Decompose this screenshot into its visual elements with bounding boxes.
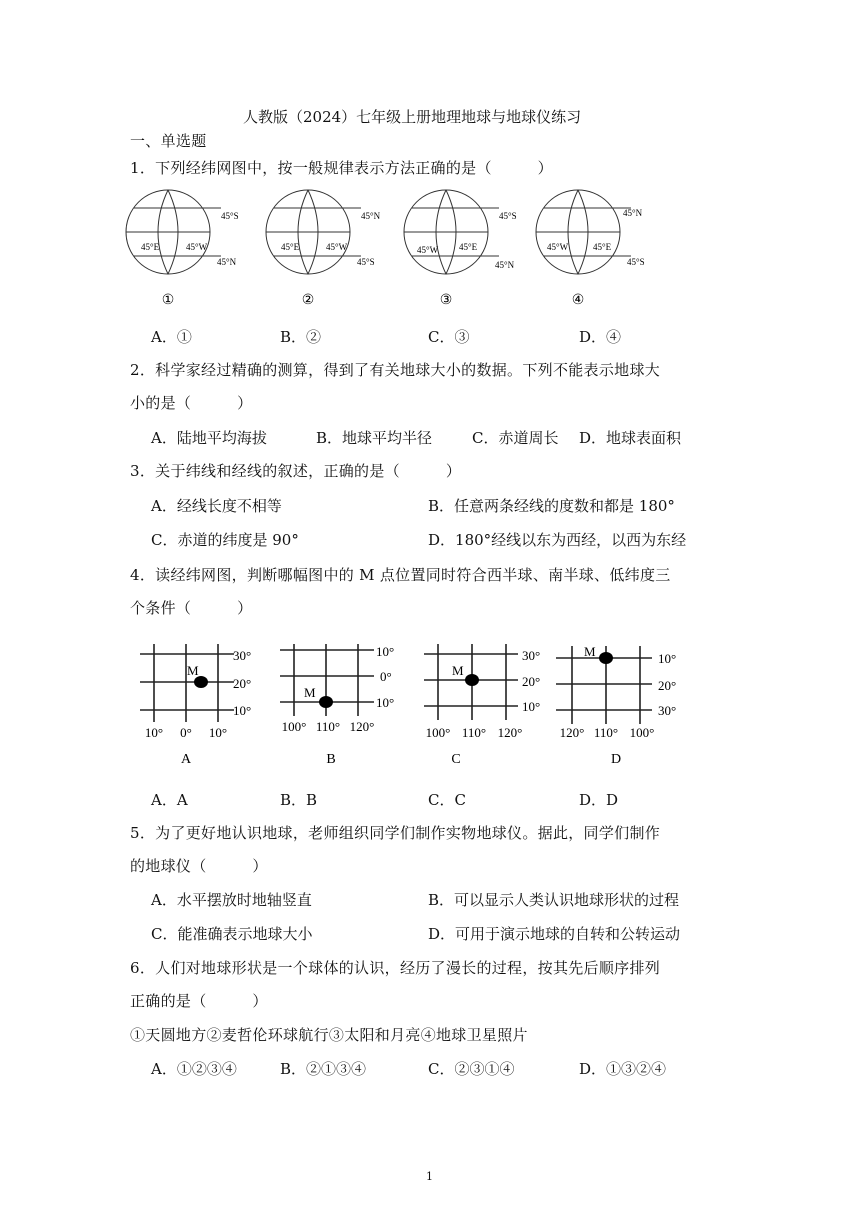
q6-option-b[interactable]: B．②①③④ [280,1060,367,1078]
globe1-left-label: 45°E [141,242,160,252]
latlon-grid-b [280,644,410,772]
grid-b-lon-2: 110° [315,719,341,734]
grid-b-lat-3: 10° [376,695,395,710]
globe1-top-label: 45°S [221,211,239,221]
q5-option-c[interactable]: C．能准确表示地球大小 [151,925,313,943]
q4-option-b[interactable]: B．B [280,791,318,809]
point-m-label-a: M [187,663,199,678]
q2-option-d[interactable]: D．地球表面积 [579,429,682,447]
grid-c-label: C [451,752,461,767]
latlon-grid-c [424,644,554,772]
grid-a-lon-3: 10° [208,725,228,740]
globe2-number: ② [301,293,315,308]
globe2-right-label: 45°W [326,242,348,252]
globe4-number: ④ [571,293,585,308]
grid-a-lat-2: 20° [233,676,252,691]
globe1-right-label: 45°W [186,242,208,252]
globe1-number: ① [161,293,175,308]
globe2-left-label: 45°E [281,242,300,252]
grid-c-lon-3: 120° [497,725,523,740]
grid-b-lon-1: 100° [281,719,307,734]
q2-option-a[interactable]: A．陆地平均海拔 [151,429,267,447]
q3-stem: 3．关于纬线和经线的叙述，正确的是（ ） [130,462,462,480]
globe-diagram-4 [535,186,647,312]
q6-option-d[interactable]: D．①③②④ [579,1060,667,1078]
grid-a-lon-2: 0° [180,725,192,740]
point-m-b [319,696,333,708]
latlon-grid-d [556,642,696,772]
q1-option-b[interactable]: B．② [280,328,322,346]
grid-b-lat-2: 0° [380,669,392,684]
q3-option-b[interactable]: B．任意两条经线的度数和都是 180° [428,497,675,515]
point-m-c [465,674,479,686]
q1-option-d[interactable]: D．④ [579,328,622,346]
q1-option-a[interactable]: A．① [151,328,192,346]
grid-a-lat-1: 30° [233,648,252,663]
globe2-top-label: 45°N [361,211,381,221]
grid-d-lon-3: 100° [629,725,655,740]
grid-b-label: B [326,752,336,767]
grid-a-lon-1: 10° [144,725,164,740]
globe-diagram-1 [125,186,237,312]
grid-c-lat-1: 30° [522,648,541,663]
globe1-bottom-label: 45°N [217,257,237,267]
globe4-left-label: 45°W [547,242,569,252]
grid-d-lon-1: 120° [559,725,585,740]
page-number: 1 [426,1170,433,1183]
grid-d-label: D [610,752,622,767]
document-title: 人教版（2024）七年级上册地理地球与地球仪练习 [243,108,582,126]
grid-c-lon-1: 100° [425,725,451,740]
q5-option-a[interactable]: A．水平摆放时地轴竖直 [151,891,312,909]
globe3-bottom-label: 45°N [495,260,515,270]
q6-option-a[interactable]: A．①②③④ [151,1060,237,1078]
point-m-d [599,652,613,664]
q4-option-d[interactable]: D．D [579,791,619,809]
q3-option-d[interactable]: D．180°经线以东为西经，以西为东经 [428,531,687,549]
grid-a-lat-3: 10° [233,703,252,718]
grid-d-lon-2: 110° [593,725,619,740]
globe4-top-label: 45°N [623,208,643,218]
q6-items: ①天圆地方②麦哲伦环球航行③太阳和月亮④地球卫星照片 [130,1026,528,1044]
grid-d-lat-3: 30° [658,703,677,718]
q5-option-b[interactable]: B．可以显示人类认识地球形状的过程 [428,891,680,909]
q4-option-c[interactable]: C．C [428,791,466,809]
q2-option-c[interactable]: C．赤道周长 [472,429,559,447]
q6-stem-line2: 正确的是（ ） [130,992,268,1010]
grid-a-label: A [180,752,192,767]
point-m-label-c: M [452,663,464,678]
latlon-grid-a [140,644,270,772]
q3-option-a[interactable]: A．经线长度不相等 [151,497,282,515]
grid-c-lon-2: 110° [461,725,487,740]
q5-stem-line2: 的地球仪（ ） [130,857,268,875]
grid-c-lat-2: 20° [522,674,541,689]
grid-b-lat-1: 10° [376,644,395,659]
globe3-number: ③ [439,293,453,308]
q6-stem-line1: 6．人们对地球形状是一个球体的认识，经历了漫长的过程，按其先后顺序排列 [130,959,661,977]
globe-diagram-3 [403,186,515,312]
q2-option-b[interactable]: B．地球平均半径 [316,429,433,447]
globe4-right-label: 45°E [593,242,612,252]
globe4-bottom-label: 45°S [627,257,645,267]
globe3-left-label: 45°W [417,245,439,255]
point-m-label-d: M [584,644,596,659]
grid-d-lat-1: 10° [658,651,677,666]
section-heading: 一、单选题 [130,132,207,150]
globe2-bottom-label: 45°S [357,257,375,267]
q1-option-c[interactable]: C．③ [428,328,470,346]
globe3-top-label: 45°S [499,211,517,221]
q4-stem-line2: 个条件（ ） [130,599,253,617]
q2-stem-line2: 小的是（ ） [130,394,253,412]
globe3-right-label: 45°E [459,242,478,252]
q1-stem: 1．下列经纬网图中，按一般规律表示方法正确的是（ ） [130,159,553,177]
q3-option-c[interactable]: C．赤道的纬度是 90° [151,531,299,549]
grid-c-lat-3: 10° [522,699,541,714]
q6-option-c[interactable]: C．②③①④ [428,1060,515,1078]
globe-diagram-2 [265,186,381,312]
point-m-label-b: M [304,685,316,700]
q5-option-d[interactable]: D．可用于演示地球的自转和公转运动 [428,925,681,943]
q4-option-a[interactable]: A．A [151,791,188,809]
grid-b-lon-3: 120° [349,719,375,734]
q5-stem-line1: 5．为了更好地认识地球，老师组织同学们制作实物地球仪。据此，同学们制作 [130,824,661,842]
grid-d-lat-2: 20° [658,678,677,693]
q2-stem-line1: 2．科学家经过精确的测算，得到了有关地球大小的数据。下列不能表示地球大 [130,361,661,379]
q4-stem-line1: 4．读经纬网图，判断哪幅图中的 M 点位置同时符合西半球、南半球、低纬度三 [130,566,671,584]
